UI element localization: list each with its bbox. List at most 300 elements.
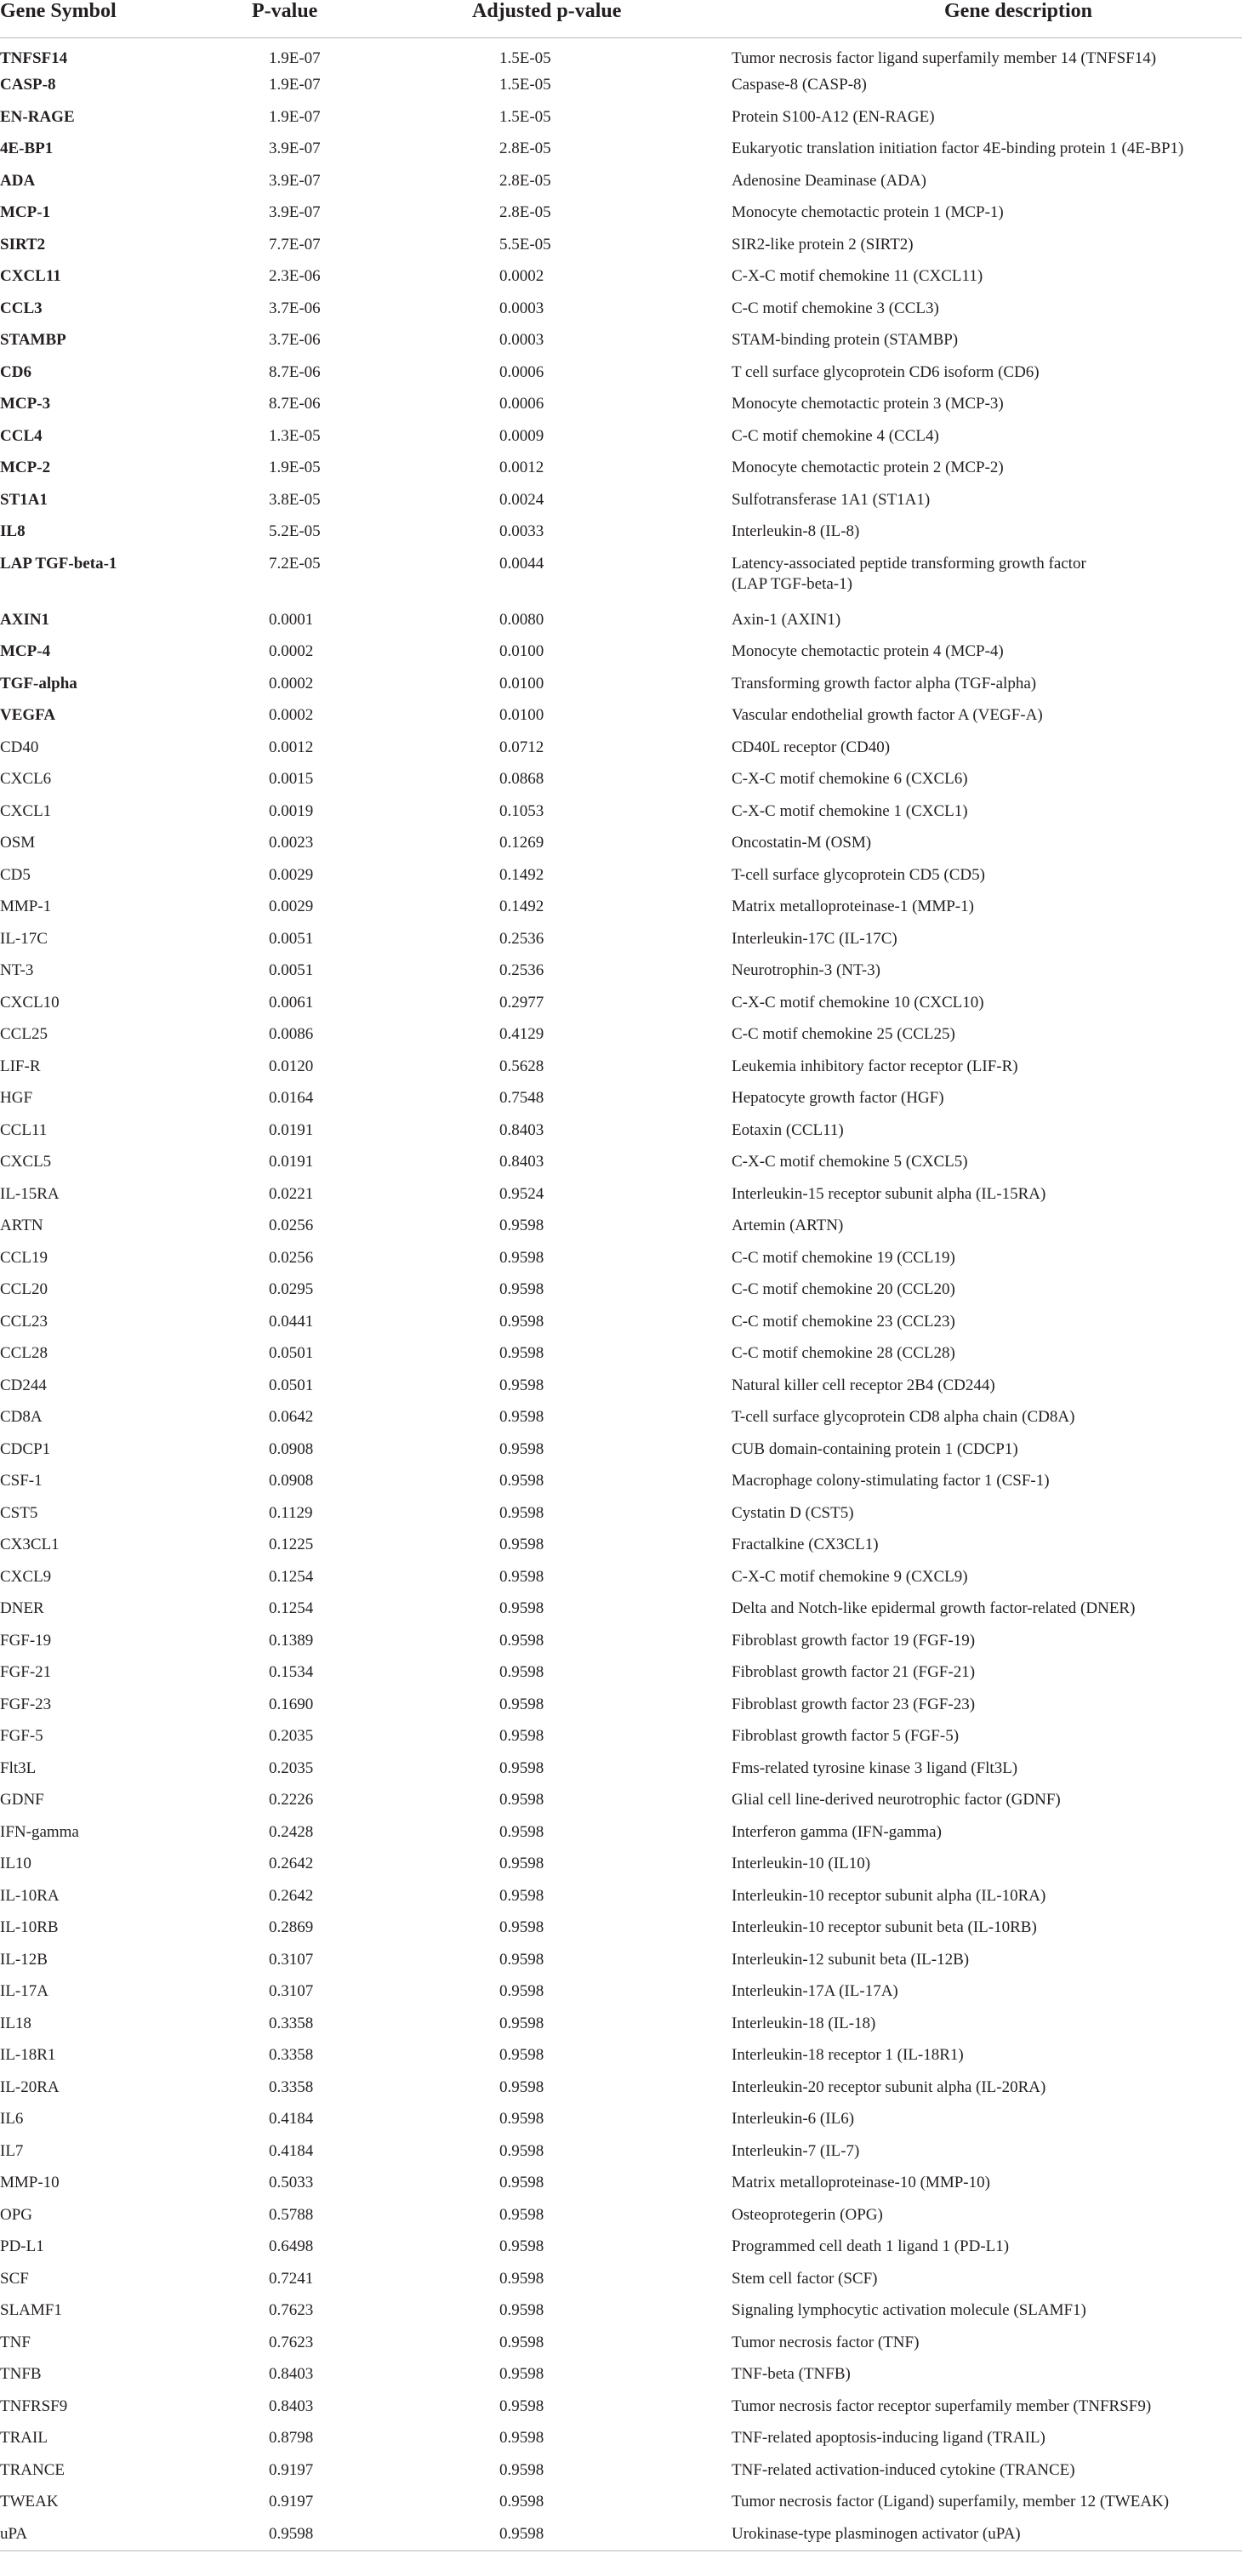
gene-description-cell	[723, 294, 1242, 326]
adjusted-p-value-cell: 0.9598	[499, 2493, 544, 2510]
adjusted-p-value-cell: 0.7548	[499, 1089, 544, 1107]
gene-description-cell	[723, 1274, 1242, 1307]
adjusted-p-value-cell: 0.0024	[499, 490, 544, 509]
table-row	[0, 1115, 1242, 1148]
gene-symbol-cell: CXCL1	[0, 801, 52, 820]
p-value-cell: 0.2035	[269, 1727, 314, 1745]
table-row	[0, 955, 1242, 988]
gene-description-cell	[723, 2423, 1242, 2455]
gene-symbol-cell: CD5	[0, 865, 31, 884]
description-line: Signaling lymphocytic activation molecule (SLAMF1)	[732, 2301, 1086, 2319]
description-line: Delta and Notch-like epidermal growth factor-related (DNER)	[732, 1599, 1136, 1617]
table-row	[0, 2168, 1242, 2200]
description-line-2: (LAP TGF-beta-1)	[732, 575, 852, 594]
adjusted-p-value-cell: 0.1053	[499, 801, 544, 820]
description-line: Artemin (ARTN)	[732, 1217, 844, 1234]
gene-description-cell	[723, 197, 1242, 230]
description-line: Cystatin D (CST5)	[732, 1503, 854, 1522]
adjusted-p-value-cell: 0.9598	[499, 2046, 544, 2064]
table-row	[0, 1498, 1242, 1530]
table-header	[0, 0, 1242, 38]
p-value-cell: 3.7E-06	[269, 331, 321, 349]
gene-symbol-cell: LAP TGF-beta-1	[0, 554, 117, 573]
table-row	[0, 389, 1242, 421]
table-row	[0, 605, 1242, 637]
adjusted-p-value-cell: 0.0100	[499, 674, 544, 692]
adjusted-p-value-cell: 0.9598	[499, 1567, 544, 1586]
gene-symbol-cell: ADA	[0, 171, 36, 190]
description-line: Interleukin-18 receptor 1 (IL-18R1)	[732, 2046, 964, 2064]
gene-description-cell	[723, 2040, 1242, 2072]
adjusted-p-value-cell: 0.9598	[499, 2333, 544, 2351]
description-line: Fibroblast growth factor 21 (FGF-21)	[732, 1663, 976, 1681]
gene-description-cell	[723, 2200, 1242, 2232]
description-line: C-C motif chemokine 23 (CCL23)	[732, 1312, 955, 1331]
description-line: T-cell surface glycoprotein CD5 (CD5)	[732, 865, 985, 884]
description-line: Tumor necrosis factor (TNF)	[732, 2333, 920, 2351]
adjusted-p-value-cell: 0.8403	[499, 1120, 544, 1139]
p-value-cell: 0.1389	[269, 1631, 314, 1650]
adjusted-p-value-cell: 0.2977	[499, 993, 544, 1012]
gene-description-cell	[723, 1498, 1242, 1530]
p-value-cell: 0.2642	[269, 1886, 314, 1905]
gene-description-cell	[723, 389, 1242, 421]
table-row	[0, 1466, 1242, 1498]
p-value-cell: 0.0191	[269, 1120, 314, 1139]
p-value-cell: 0.7623	[269, 2301, 314, 2319]
gene-symbol-cell: LIF-R	[0, 1057, 41, 1075]
adjusted-p-value-cell: 0.9598	[499, 1982, 544, 2000]
gene-description-cell	[723, 2359, 1242, 2391]
adjusted-p-value-cell: 0.5628	[499, 1057, 544, 1075]
gene-description-cell	[723, 1721, 1242, 1753]
gene-description-cell	[723, 2295, 1242, 2328]
description-line: Interleukin-12 subunit beta (IL-12B)	[732, 1950, 970, 1969]
p-value-cell: 3.9E-07	[269, 203, 321, 221]
gene-symbol-cell: GDNF	[0, 1791, 44, 1809]
gene-symbol-cell: MCP-2	[0, 459, 51, 476]
adjusted-p-value-cell: 0.0003	[499, 331, 544, 349]
adjusted-p-value-cell: 1.5E-05	[499, 76, 551, 94]
description-line: Urokinase-type plasminogen activator (uPA)	[732, 2524, 1021, 2543]
gene-symbol-cell: MMP-10	[0, 2174, 60, 2191]
adjusted-p-value-cell: 2.8E-05	[499, 203, 551, 221]
p-value-cell: 3.9E-07	[269, 171, 321, 190]
gene-description-cell	[723, 2455, 1242, 2488]
p-value-cell: 0.4184	[269, 2110, 314, 2128]
p-value-cell: 1.3E-05	[269, 426, 321, 445]
table-row	[0, 38, 1242, 71]
p-value-cell: 0.2035	[269, 1758, 314, 1777]
p-value-cell: 0.0001	[269, 610, 314, 629]
table-row	[0, 1817, 1242, 1849]
description-line: Matrix metalloproteinase-1 (MMP-1)	[732, 898, 974, 915]
adjusted-p-value-cell: 0.2536	[499, 961, 544, 979]
description-line: Protein S100-A12 (EN-RAGE)	[732, 107, 935, 126]
table-row	[0, 732, 1242, 765]
p-value-cell: 0.0256	[269, 1217, 314, 1234]
description-line: Osteoprotegerin (OPG)	[732, 2205, 883, 2224]
description-line: CD40L receptor (CD40)	[732, 738, 891, 756]
gene-symbol-cell: TNFSF14	[0, 49, 68, 67]
p-value-cell: 0.0019	[269, 801, 314, 820]
gene-symbol-cell: CDCP1	[0, 1439, 51, 1458]
table-row	[0, 294, 1242, 326]
gene-description-cell	[723, 2391, 1242, 2424]
adjusted-p-value-cell: 0.9598	[499, 1855, 544, 1872]
p-value-cell: 0.0002	[269, 674, 314, 692]
gene-symbol-cell: IL-10RA	[0, 1886, 60, 1905]
gene-symbol-cell: 4E-BP1	[0, 140, 54, 157]
adjusted-p-value-cell: 0.9598	[499, 1918, 544, 1936]
table-row	[0, 1211, 1242, 1243]
gene-description-cell	[723, 134, 1242, 166]
description-line: Monocyte chemotactic protein 3 (MCP-3)	[732, 395, 1004, 413]
p-value-cell: 7.7E-07	[269, 235, 321, 254]
adjusted-p-value-cell: 0.9598	[499, 1950, 544, 1969]
table-row	[0, 2487, 1242, 2519]
p-value-cell: 3.8E-05	[269, 490, 321, 509]
p-value-cell: 0.2642	[269, 1855, 314, 1872]
table-row	[0, 1147, 1242, 1179]
gene-description-cell	[723, 1466, 1242, 1498]
p-value-cell: 0.0295	[269, 1280, 314, 1298]
adjusted-p-value-cell: 0.8403	[499, 1153, 544, 1171]
gene-symbol-cell: TNF	[0, 2333, 31, 2351]
description-line: C-X-C motif chemokine 1 (CXCL1)	[732, 801, 968, 820]
description-line: C-C motif chemokine 4 (CCL4)	[732, 426, 939, 445]
adjusted-p-value-cell: 0.9598	[499, 1408, 544, 1426]
p-value-cell: 0.7241	[269, 2269, 314, 2288]
description-line: Vascular endothelial growth factor A (VEGF-A)	[732, 706, 1043, 724]
description-line: Fibroblast growth factor 19 (FGF-19)	[732, 1631, 976, 1650]
gene-description-cell	[723, 2009, 1242, 2041]
table-row	[0, 2455, 1242, 2488]
adjusted-p-value-cell: 0.9598	[499, 1248, 544, 1267]
gene-symbol-cell: SIRT2	[0, 235, 46, 254]
description-line: Neurotrophin-3 (NT-3)	[732, 961, 881, 979]
gene-symbol-cell: CD8A	[0, 1408, 43, 1426]
table-row	[0, 230, 1242, 262]
gene-description-cell	[723, 2168, 1242, 2200]
table-row	[0, 2519, 1242, 2551]
gene-symbol-cell: HGF	[0, 1089, 33, 1107]
p-value-cell: 8.7E-06	[269, 362, 321, 381]
adjusted-p-value-cell: 0.9598	[499, 2237, 544, 2255]
table-row	[0, 357, 1242, 390]
gene-symbol-cell: MMP-1	[0, 898, 52, 915]
p-value-cell: 0.0015	[269, 770, 314, 788]
adjusted-p-value-cell: 0.9598	[499, 1217, 544, 1234]
gene-symbol-cell: Flt3L	[0, 1758, 37, 1777]
p-value-cell: 0.0441	[269, 1312, 314, 1331]
p-value-cell: 0.9197	[269, 2493, 314, 2510]
gene-symbol-cell: CD244	[0, 1376, 47, 1394]
adjusted-p-value-cell: 0.9598	[499, 2110, 544, 2128]
gene-description-cell	[723, 1945, 1242, 1977]
p-value-cell: 0.0002	[269, 642, 314, 660]
gene-description-cell	[723, 102, 1242, 134]
adjusted-p-value-cell: 0.9598	[499, 2396, 544, 2415]
adjusted-p-value-cell: 0.0006	[499, 362, 544, 381]
gene-symbol-cell: CCL11	[0, 1120, 48, 1139]
gene-description-cell	[723, 485, 1242, 517]
gene-symbol-cell: VEGFA	[0, 706, 56, 724]
description-line: Fractalkine (CX3CL1)	[732, 1536, 879, 1553]
description-line: Oncostatin-M (OSM)	[732, 834, 872, 852]
description-line: SIR2-like protein 2 (SIRT2)	[732, 235, 914, 254]
adjusted-p-value-cell: 0.9598	[499, 1503, 544, 1522]
adjusted-p-value-cell: 0.9598	[499, 2365, 544, 2383]
description-line: Tumor necrosis factor ligand superfamily member 14 (TNFSF14)	[732, 49, 1157, 67]
adjusted-p-value-cell: 0.9598	[499, 2174, 544, 2191]
description-line: CUB domain-containing protein 1 (CDCP1)	[732, 1439, 1018, 1458]
table-row	[0, 2391, 1242, 2424]
description-line: C-X-C motif chemokine 10 (CXCL10)	[732, 993, 984, 1012]
p-value-cell: 0.0086	[269, 1025, 314, 1043]
adjusted-p-value-cell: 0.0100	[499, 706, 544, 724]
gene-symbol-cell: IL6	[0, 2110, 24, 2128]
description-line: Glial cell line-derived neurotrophic factor (GDNF)	[732, 1791, 1061, 1809]
gene-description-cell	[723, 1115, 1242, 1148]
p-value-cell: 0.0051	[269, 929, 314, 948]
table-row	[0, 2040, 1242, 2072]
gene-description-cell	[723, 1307, 1242, 1339]
table-row	[0, 2295, 1242, 2328]
description-line: Monocyte chemotactic protein 1 (MCP-1)	[732, 203, 1004, 221]
p-value-cell: 0.0051	[269, 961, 314, 979]
table-row	[0, 102, 1242, 134]
gene-symbol-cell: TGF-alpha	[0, 674, 77, 692]
adjusted-p-value-cell: 0.9598	[499, 2014, 544, 2032]
gene-symbol-cell: MCP-4	[0, 642, 51, 660]
p-value-cell: 0.3107	[269, 1982, 314, 2000]
table-row	[0, 1849, 1242, 1881]
gene-symbol-cell: CCL3	[0, 299, 43, 317]
description-line: Macrophage colony-stimulating factor 1 (CSF-1)	[732, 1472, 1050, 1490]
table-row	[0, 1657, 1242, 1690]
gene-description-cell	[723, 549, 1242, 605]
description-line: Hepatocyte growth factor (HGF)	[732, 1089, 944, 1107]
p-value-cell: 0.2428	[269, 1822, 314, 1841]
description-line: Fibroblast growth factor 23 (FGF-23)	[732, 1695, 976, 1713]
p-value-cell: 1.9E-05	[269, 459, 321, 476]
p-value-cell: 0.4184	[269, 2141, 314, 2160]
gene-symbol-cell: IL-18R1	[0, 2046, 56, 2064]
adjusted-p-value-cell: 5.5E-05	[499, 235, 551, 254]
gene-symbol-cell: ST1A1	[0, 490, 48, 509]
table-row	[0, 1019, 1242, 1051]
adjusted-p-value-cell: 0.9598	[499, 2301, 544, 2319]
adjusted-p-value-cell: 0.0033	[499, 522, 544, 540]
adjusted-p-value-cell: 0.9598	[499, 1727, 544, 1745]
description-line: Eotaxin (CCL11)	[732, 1120, 844, 1139]
p-value-cell: 0.0256	[269, 1248, 314, 1267]
gene-symbol-cell: MCP-3	[0, 395, 51, 413]
p-value-cell: 0.9197	[269, 2460, 314, 2479]
adjusted-p-value-cell: 0.9598	[499, 1344, 544, 1362]
gene-description-cell	[723, 1371, 1242, 1403]
gene-description-cell	[723, 1402, 1242, 1434]
description-line: TNF-related activation-induced cytokine (TRANCE)	[732, 2460, 1075, 2479]
gene-symbol-cell: CCL4	[0, 426, 43, 445]
p-value-cell: 3.7E-06	[269, 299, 321, 317]
description-line: Interleukin-18 (IL-18)	[732, 2014, 876, 2032]
gene-symbol-cell: FGF-23	[0, 1695, 52, 1713]
description-line: Interleukin-10 (IL10)	[732, 1855, 871, 1872]
table-row	[0, 1593, 1242, 1626]
gene-description-cell	[723, 1881, 1242, 1913]
adjusted-p-value-cell: 0.9598	[499, 1758, 544, 1777]
adjusted-p-value-cell: 0.9598	[499, 1631, 544, 1650]
p-value-cell: 0.2226	[269, 1791, 314, 1809]
gene-description-cell	[723, 325, 1242, 357]
p-value-cell: 0.3107	[269, 1950, 314, 1969]
gene-symbol-cell: CCL23	[0, 1312, 48, 1331]
description-line: Tumor necrosis factor receptor superfamily member (TNFRSF9)	[732, 2396, 1152, 2415]
table-row	[0, 453, 1242, 485]
adjusted-p-value-cell: 0.9524	[499, 1184, 544, 1203]
table-row	[0, 1307, 1242, 1339]
p-value-cell: 1.9E-07	[269, 107, 321, 126]
gene-description-cell	[723, 1626, 1242, 1658]
gene-symbol-cell: CD40	[0, 738, 39, 756]
table-row	[0, 1243, 1242, 1275]
gene-symbol-cell: IL-10RB	[0, 1918, 59, 1936]
adjusted-p-value-cell: 0.9598	[499, 2429, 544, 2447]
gene-description-cell	[723, 1817, 1242, 1849]
table-row	[0, 988, 1242, 1020]
p-value-cell: 7.2E-05	[269, 554, 321, 573]
gene-symbol-cell: SLAMF1	[0, 2301, 62, 2319]
table-row	[0, 1274, 1242, 1307]
table-row	[0, 2359, 1242, 2391]
table-row	[0, 325, 1242, 357]
gene-symbol-cell: CCL19	[0, 1248, 48, 1267]
gene-description-cell	[723, 700, 1242, 732]
gene-description-cell	[723, 988, 1242, 1020]
gene-symbol-cell: CXCL11	[0, 267, 61, 285]
table-row	[0, 1912, 1242, 1945]
p-value-cell: 0.3358	[269, 2046, 314, 2064]
gene-description-cell	[723, 1051, 1242, 1084]
gene-symbol-cell: CXCL9	[0, 1567, 52, 1586]
adjusted-p-value-cell: 0.0006	[499, 395, 544, 413]
description-line: Fms-related tyrosine kinase 3 ligand (Flt3L)	[732, 1758, 1018, 1777]
gene-symbol-cell: CCL28	[0, 1344, 48, 1362]
gene-description-cell	[723, 1338, 1242, 1371]
description-line: C-C motif chemokine 3 (CCL3)	[732, 299, 939, 317]
gene-description-cell	[723, 166, 1242, 198]
gene-description-cell	[723, 1690, 1242, 1722]
table-row	[0, 764, 1242, 796]
description-line: C-C motif chemokine 28 (CCL28)	[732, 1344, 955, 1362]
gene-description-cell	[723, 2328, 1242, 2360]
description-line: Interleukin-20 receptor subunit alpha (IL-20RA)	[732, 2077, 1046, 2096]
p-value-cell: 0.9598	[230, 2519, 391, 2551]
gene-description-cell	[723, 2264, 1242, 2296]
gene-symbol-cell: OSM	[0, 834, 36, 852]
gene-description-cell	[723, 261, 1242, 294]
table-row	[0, 2104, 1242, 2136]
description-line: TNF-beta (TNFB)	[732, 2365, 851, 2383]
p-value-cell: 0.0023	[269, 834, 314, 852]
description-line: C-X-C motif chemokine 6 (CXCL6)	[732, 770, 968, 788]
adjusted-p-value-cell: 0.9598	[499, 1312, 544, 1331]
gene-description-cell	[723, 2136, 1242, 2169]
adjusted-p-value-cell: 0.1492	[499, 865, 544, 884]
table-row	[0, 549, 1242, 605]
description-line: Interleukin-7 (IL-7)	[732, 2141, 860, 2160]
gene-description-cell	[723, 860, 1242, 892]
description-line: Interleukin-17A (IL-17A)	[732, 1982, 898, 2000]
table-row	[0, 1562, 1242, 1594]
description-line: C-C motif chemokine 19 (CCL19)	[732, 1248, 955, 1267]
table-body	[0, 38, 1242, 2551]
gene-description-cell	[723, 1912, 1242, 1945]
gene-description-cell	[723, 1562, 1242, 1594]
gene-description-cell	[723, 1785, 1242, 1817]
p-value-cell: 0.0029	[269, 865, 314, 884]
gene-symbol-cell: IL7	[0, 2141, 24, 2160]
table-row	[0, 1179, 1242, 1211]
table-row	[0, 70, 1242, 102]
gene-description-cell	[723, 1243, 1242, 1275]
table-row	[0, 828, 1242, 860]
header-gene-symbol: Gene Symbol	[0, 0, 230, 38]
gene-symbol-cell: IL18	[0, 2014, 31, 2032]
adjusted-p-value-cell: 0.0712	[499, 738, 544, 756]
description-line: C-X-C motif chemokine 11 (CXCL11)	[732, 267, 983, 285]
table-row	[0, 669, 1242, 701]
adjusted-p-value-cell: 0.9598	[499, 1663, 544, 1681]
p-value-cell: 0.0501	[269, 1376, 314, 1394]
description-line: Leukemia inhibitory factor receptor (LIF-R)	[732, 1057, 1018, 1075]
table-row	[0, 1626, 1242, 1658]
adjusted-p-value-cell: 0.0002	[499, 267, 544, 285]
adjusted-p-value-cell: 0.9598	[499, 1472, 544, 1490]
gene-description-cell	[723, 636, 1242, 669]
table-row	[0, 197, 1242, 230]
adjusted-p-value-cell: 0.9598	[499, 1536, 544, 1553]
adjusted-p-value-cell: 0.0100	[499, 642, 544, 660]
description-line: Sulfotransferase 1A1 (ST1A1)	[732, 490, 931, 509]
description-line: Natural killer cell receptor 2B4 (CD244)	[732, 1376, 995, 1394]
gene-description-cell	[723, 1593, 1242, 1626]
table-row	[0, 1753, 1242, 1786]
table-row	[0, 1051, 1242, 1084]
description-line: Axin-1 (AXIN1)	[732, 610, 841, 629]
gene-description-cell	[723, 605, 1242, 637]
adjusted-p-value-cell: 0.9598	[499, 2205, 544, 2224]
table-row	[0, 1785, 1242, 1817]
adjusted-p-value-cell: 0.9598	[499, 2141, 544, 2160]
table-row	[0, 636, 1242, 669]
adjusted-p-value-cell: 0.9598	[499, 1822, 544, 1841]
description-line: Adenosine Deaminase (ADA)	[732, 171, 926, 190]
table-row	[0, 1402, 1242, 1434]
description-line: Programmed cell death 1 ligand 1 (PD-L1)	[732, 2237, 1010, 2255]
gene-symbol-cell: IL8	[0, 522, 26, 540]
p-value-cell: 0.0002	[269, 706, 314, 724]
p-value-cell: 0.0191	[269, 1153, 314, 1171]
table-row	[0, 1434, 1242, 1467]
gene-description-cell	[723, 1976, 1242, 2009]
gene-symbol-cell: uPA	[0, 2519, 230, 2551]
gene-symbol-cell: DNER	[0, 1599, 44, 1617]
gene-description-cell	[723, 1657, 1242, 1690]
header-gene-description: Gene description	[723, 0, 1242, 38]
